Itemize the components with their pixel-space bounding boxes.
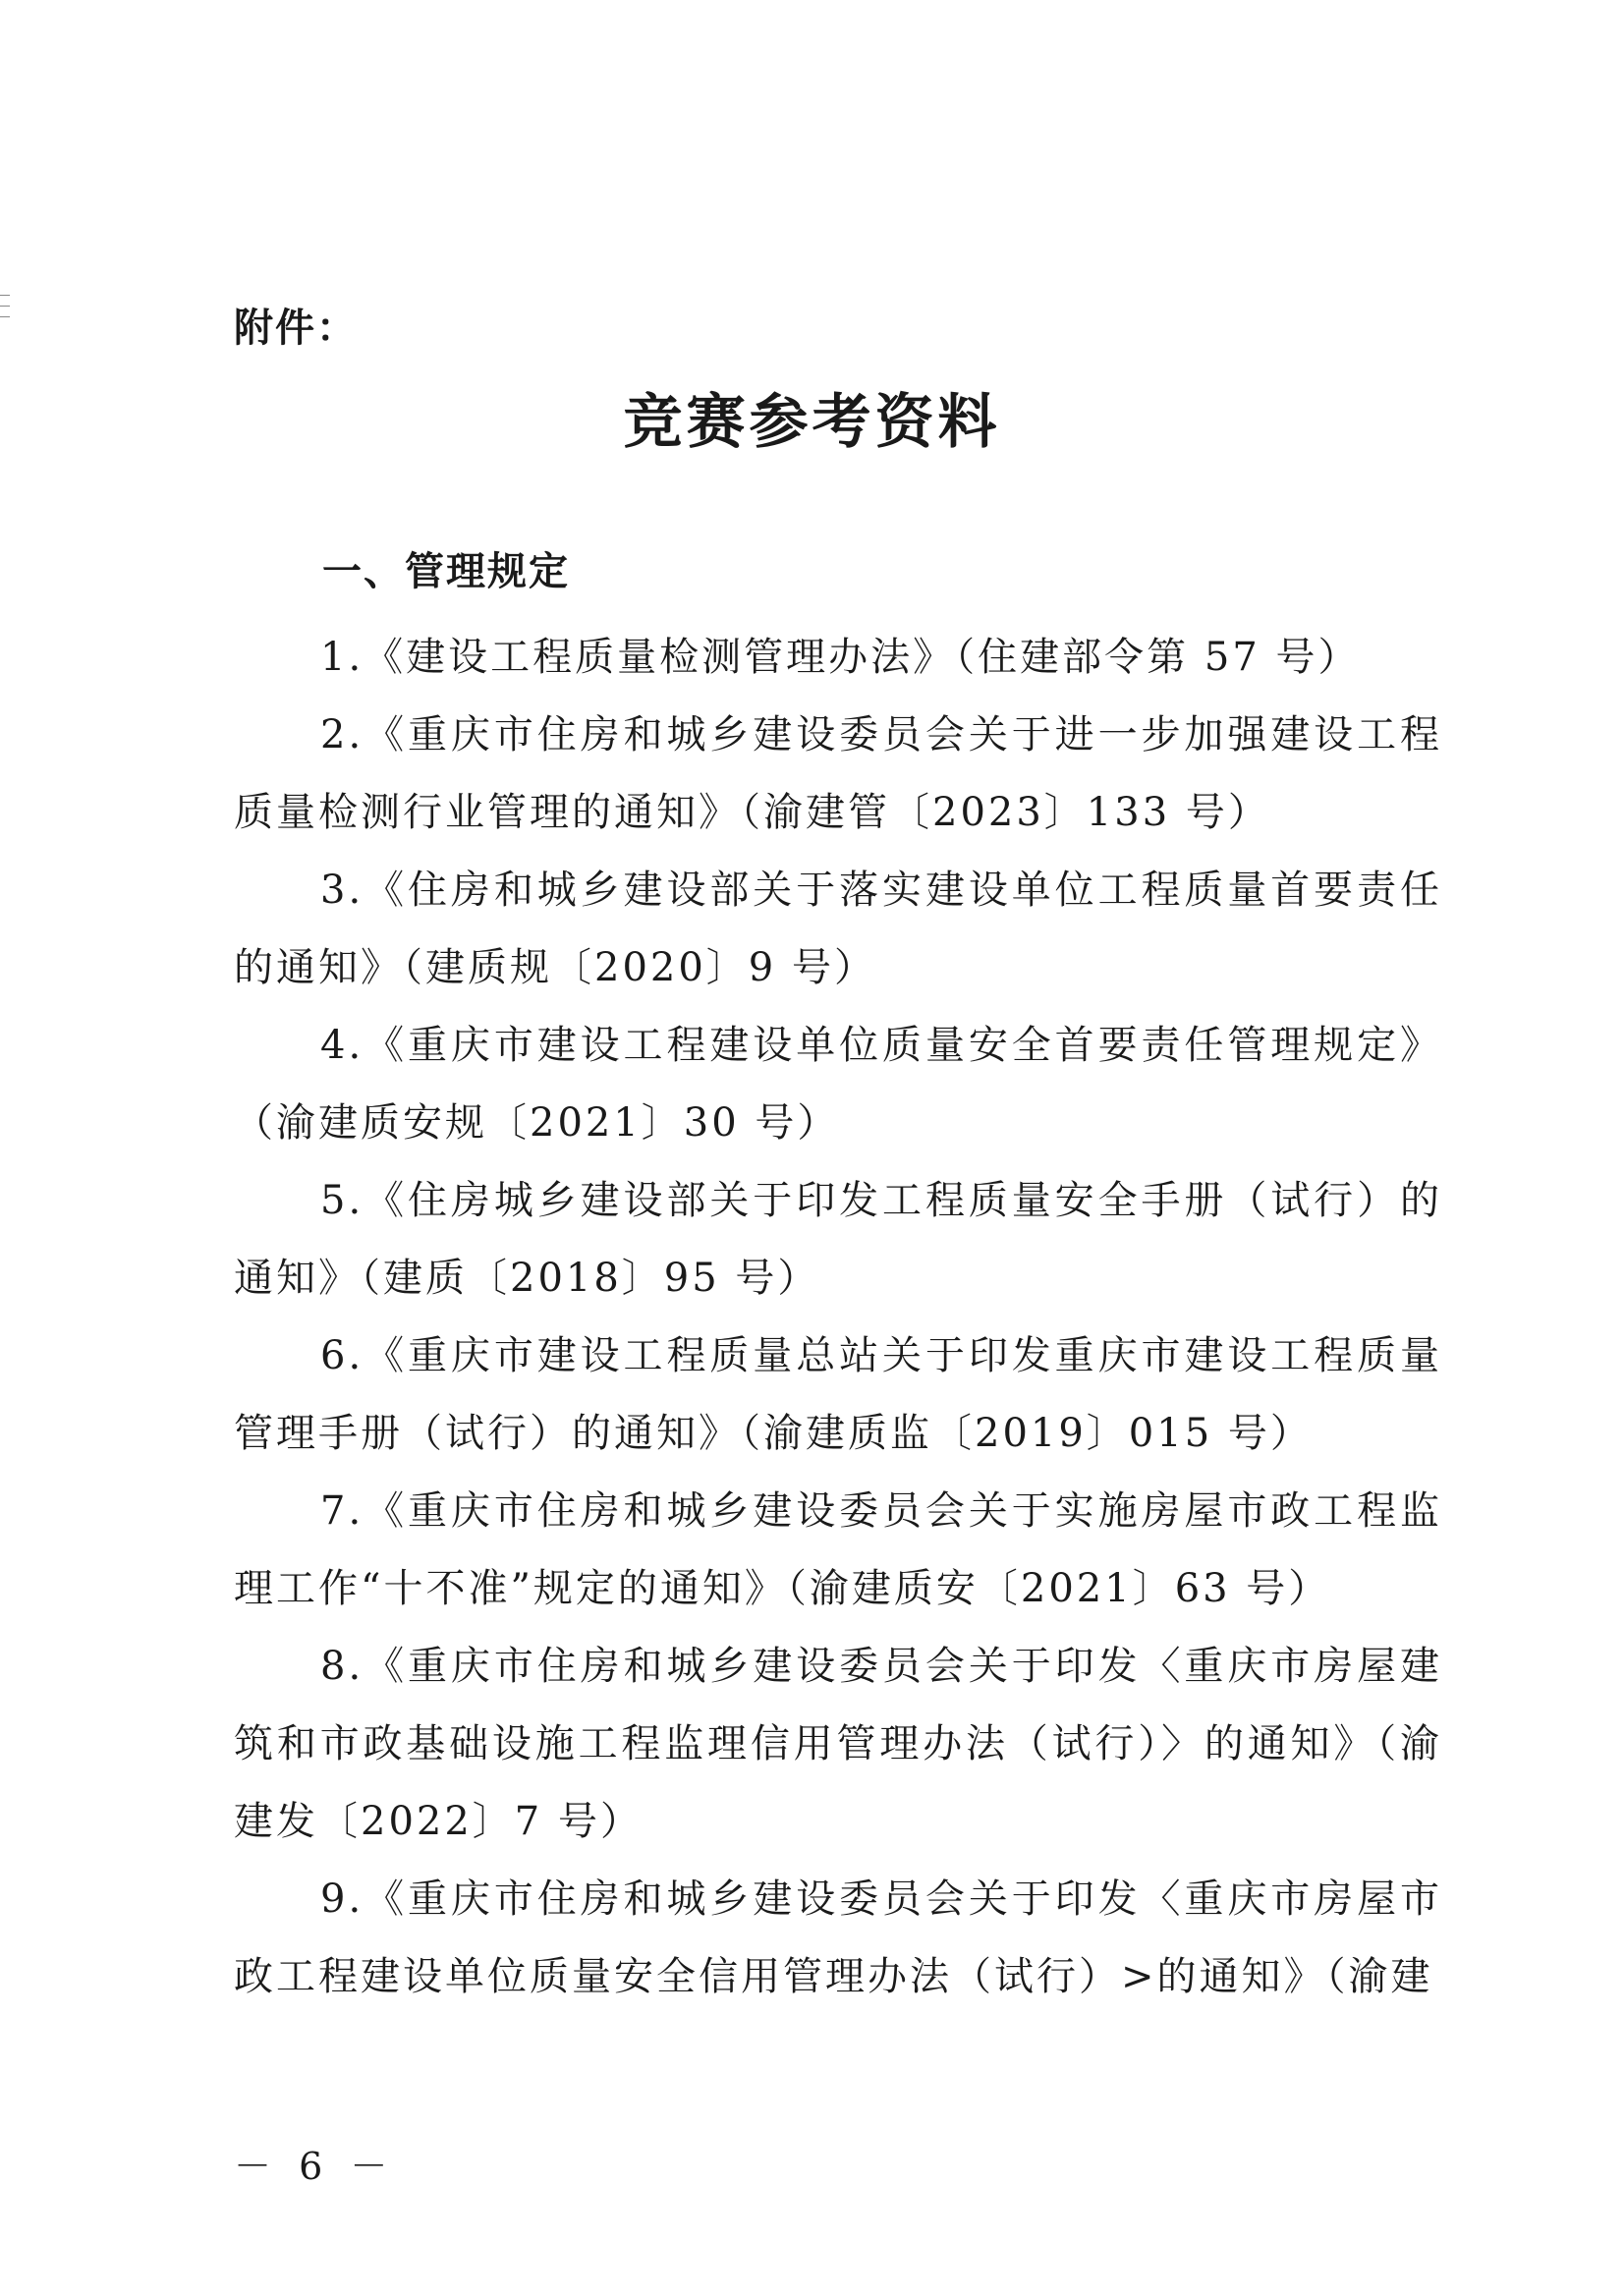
list-item: 9.《重庆市住房和城乡建设委员会关于印发〈重庆市房屋市政工程建设单位质量安全信用管理办法（试行）>的通知》（渝建 (234, 1876, 1442, 1999)
list-item: 1.《建设工程质量检测管理办法》（住建部令第 57 号） (320, 635, 1361, 680)
list-item: 6.《重庆市建设工程质量总站关于印发重庆市建设工程质量管理手册（试行）的通知》（渝建质监〔2019〕015 号） (234, 1333, 1442, 1456)
document-title: 竞赛参考资料 (623, 388, 1001, 457)
binding-mark (0, 306, 10, 307)
list-item: 8.《重庆市住房和城乡建设委员会关于印发〈重庆市房屋建筑和市政基础设施工程监理信用管理办法（试行）〉的通知》（渝建发〔2022〕7 号） (234, 1644, 1442, 1844)
binding-marks (0, 295, 12, 334)
list-item: 7.《重庆市住房和城乡建设委员会关于实施房屋市政工程监理工作“十不准”规定的通知》（渝建质安〔2021〕63 号） (234, 1488, 1442, 1611)
reference-list (234, 619, 1442, 2016)
page-number: － 6 － (234, 2145, 396, 2188)
binding-mark (0, 316, 10, 317)
list-item: 2.《重庆市住房和城乡建设委员会关于进一步加强建设工程质量检测行业管理的通知》（渝建管〔2023〕133 号） (234, 712, 1442, 835)
section-heading: 一、管理规定 (322, 549, 570, 594)
attachment-label: 附件： (234, 306, 358, 351)
binding-mark (0, 295, 10, 296)
list-item: 3.《住房和城乡建设部关于落实建设单位工程质量首要责任的通知》（建质规〔2020〕9 号） (234, 868, 1442, 990)
list-item: 4.《重庆市建设工程建设单位质量安全首要责任管理规定》（渝建质安规〔2021〕30 号） (234, 1023, 1442, 1146)
list-item: 5.《住房城乡建设部关于印发工程质量安全手册（试行）的通知》（建质〔2018〕95 号） (234, 1178, 1442, 1301)
